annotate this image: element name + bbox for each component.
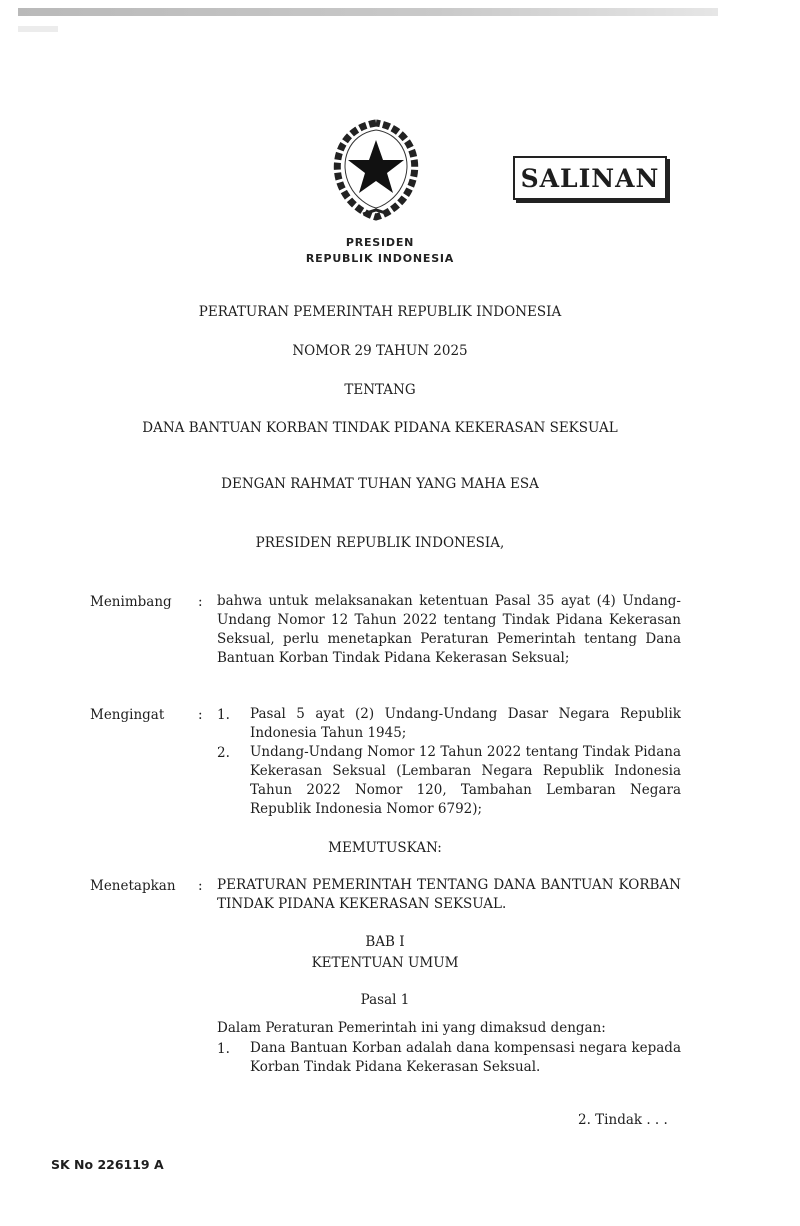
menetapkan-text: PERATURAN PEMERINTAH TENTANG DANA BANTUAN KORBAN TINDAK PIDANA KEKERASAN SEKSUAL.: [217, 877, 681, 912]
mengingat-item-text: Pasal 5 ayat (2) Undang-Undang Dasar Negara Republik Indonesia Tahun 1945;: [250, 706, 681, 741]
tentang-heading: TENTANG: [344, 382, 416, 398]
bab-number: BAB I: [365, 934, 405, 950]
definition-text: Dana Bantuan Korban adalah dana kompensasi negara kepada Korban Tindak Pidana Kekerasan Seksual.: [250, 1040, 681, 1075]
mengingat-item-number: 2.: [217, 745, 230, 761]
bab-title: KETENTUAN UMUM: [311, 955, 459, 971]
definition-intro: Dalam Peraturan Pemerintah ini yang dimaksud dengan:: [217, 1020, 606, 1036]
next-page-indicator: 2. Tindak . . .: [578, 1112, 668, 1128]
document-code: SK No 226119 A: [51, 1157, 164, 1172]
regulation-subject: DANA BANTUAN KORBAN TINDAK PIDANA KEKERASAN SEKSUAL: [142, 420, 618, 436]
menimbang-label: Menimbang: [90, 594, 172, 610]
regulation-number: NOMOR 29 TAHUN 2025: [292, 343, 468, 359]
definition-number: 1.: [217, 1041, 230, 1057]
mengingat-item-number: 1.: [217, 707, 230, 723]
mengingat-colon: :: [198, 707, 203, 723]
salinan-stamp: SALINAN: [513, 156, 667, 200]
menimbang-colon: :: [198, 594, 203, 610]
menetapkan-colon: :: [198, 878, 203, 894]
presidential-emblem-icon: [323, 118, 429, 224]
header-presiden: PRESIDEN: [345, 236, 415, 249]
header-republik-indonesia: REPUBLIK INDONESIA: [305, 252, 455, 265]
president-heading: PRESIDEN REPUBLIK INDONESIA,: [255, 535, 505, 551]
mengingat-label: Mengingat: [90, 707, 165, 723]
scan-edge-mark: [18, 26, 58, 32]
blessing-line: DENGAN RAHMAT TUHAN YANG MAHA ESA: [221, 476, 539, 492]
memutuskan-heading: MEMUTUSKAN:: [328, 840, 442, 856]
menetapkan-label: Menetapkan: [90, 878, 176, 894]
mengingat-item-text: Undang-Undang Nomor 12 Tahun 2022 tentang Tindak Pidana Kekerasan Seksual (Lembaran Negara Republik Indonesia Tahun 2022 Nomor 120, Tambahan Lembaran Negara Republik Indonesia Nomor 6792);: [250, 744, 681, 817]
menimbang-text: bahwa untuk melaksanakan ketentuan Pasal 35 ayat (4) Undang-Undang Nomor 12 Tahun 2022 tentang Tindak Pidana Kekerasan Seksual, perlu menetapkan Peraturan Pemerintah tentang Dana Bantuan Korban Tindak Pidana Kekerasan Seksual;: [217, 593, 681, 666]
regulation-title: PERATURAN PEMERINTAH REPUBLIK INDONESIA: [198, 304, 562, 320]
pasal-heading: Pasal 1: [360, 992, 410, 1008]
scan-edge-shadow: [18, 8, 718, 16]
